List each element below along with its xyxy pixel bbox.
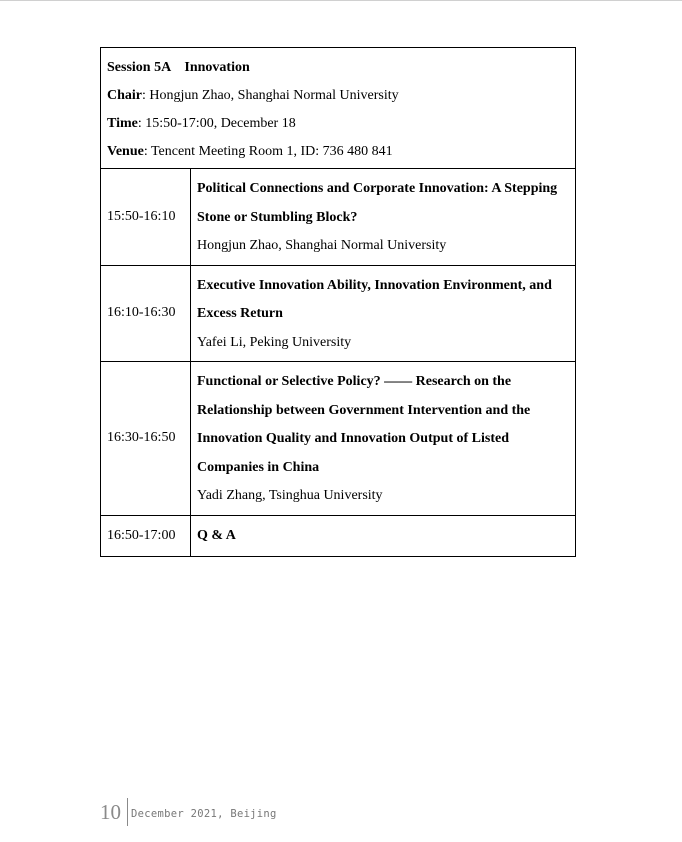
talk-row xyxy=(101,362,576,516)
time-label: Time xyxy=(107,116,138,131)
session-venue xyxy=(107,138,569,166)
time-value: : 15:50-17:00, December 18 xyxy=(137,116,296,131)
talk-row xyxy=(101,265,576,362)
talk-title: Functional or Selective Policy? —— Research on the Relationship between Government Intervention and the Innovation Quality and Innovation Output of Listed Companies in China xyxy=(197,374,531,475)
session-schedule-table xyxy=(100,47,576,557)
talk-time: 16:10-16:30 xyxy=(101,265,191,362)
session-chair xyxy=(107,82,569,110)
talk-row xyxy=(101,169,576,266)
venue-label: Venue xyxy=(107,144,144,159)
talk-time: 15:50-16:10 xyxy=(101,169,191,266)
talk-details xyxy=(191,362,576,516)
talk-speaker: Yafei Li, Peking University xyxy=(197,334,352,350)
page-footer xyxy=(100,798,277,826)
talk-speaker: Yadi Zhang, Tsinghua University xyxy=(197,488,383,503)
session-heading: Session 5A Innovation xyxy=(107,60,250,75)
session-time xyxy=(107,110,569,138)
talk-details xyxy=(191,169,576,266)
talk-speaker: Hongjun Zhao, Shanghai Normal University xyxy=(197,238,447,253)
talk-title: Political Connections and Corporate Innovation: A Stepping Stone or Stumbling Block? xyxy=(197,181,558,225)
chair-value: : Hongjun Zhao, Shanghai Normal University xyxy=(142,88,399,103)
footer-text: December 2021, Beijing xyxy=(131,808,277,820)
talk-time: 16:30-16:50 xyxy=(101,362,191,516)
qa-time: 16:50-17:00 xyxy=(101,515,191,556)
session-info-cell xyxy=(101,48,576,169)
top-divider xyxy=(0,0,682,1)
chair-label: Chair xyxy=(107,88,142,103)
qa-row xyxy=(101,515,576,556)
venue-value: : Tencent Meeting Room 1, ID: 736 480 841 xyxy=(143,144,393,159)
talk-details xyxy=(191,265,576,362)
page-number: 10 xyxy=(100,798,128,826)
session-header-row xyxy=(101,48,576,169)
qa-label: Q & A xyxy=(191,515,576,556)
talk-title: Executive Innovation Ability, Innovation Environment, and Excess Return xyxy=(197,277,552,321)
